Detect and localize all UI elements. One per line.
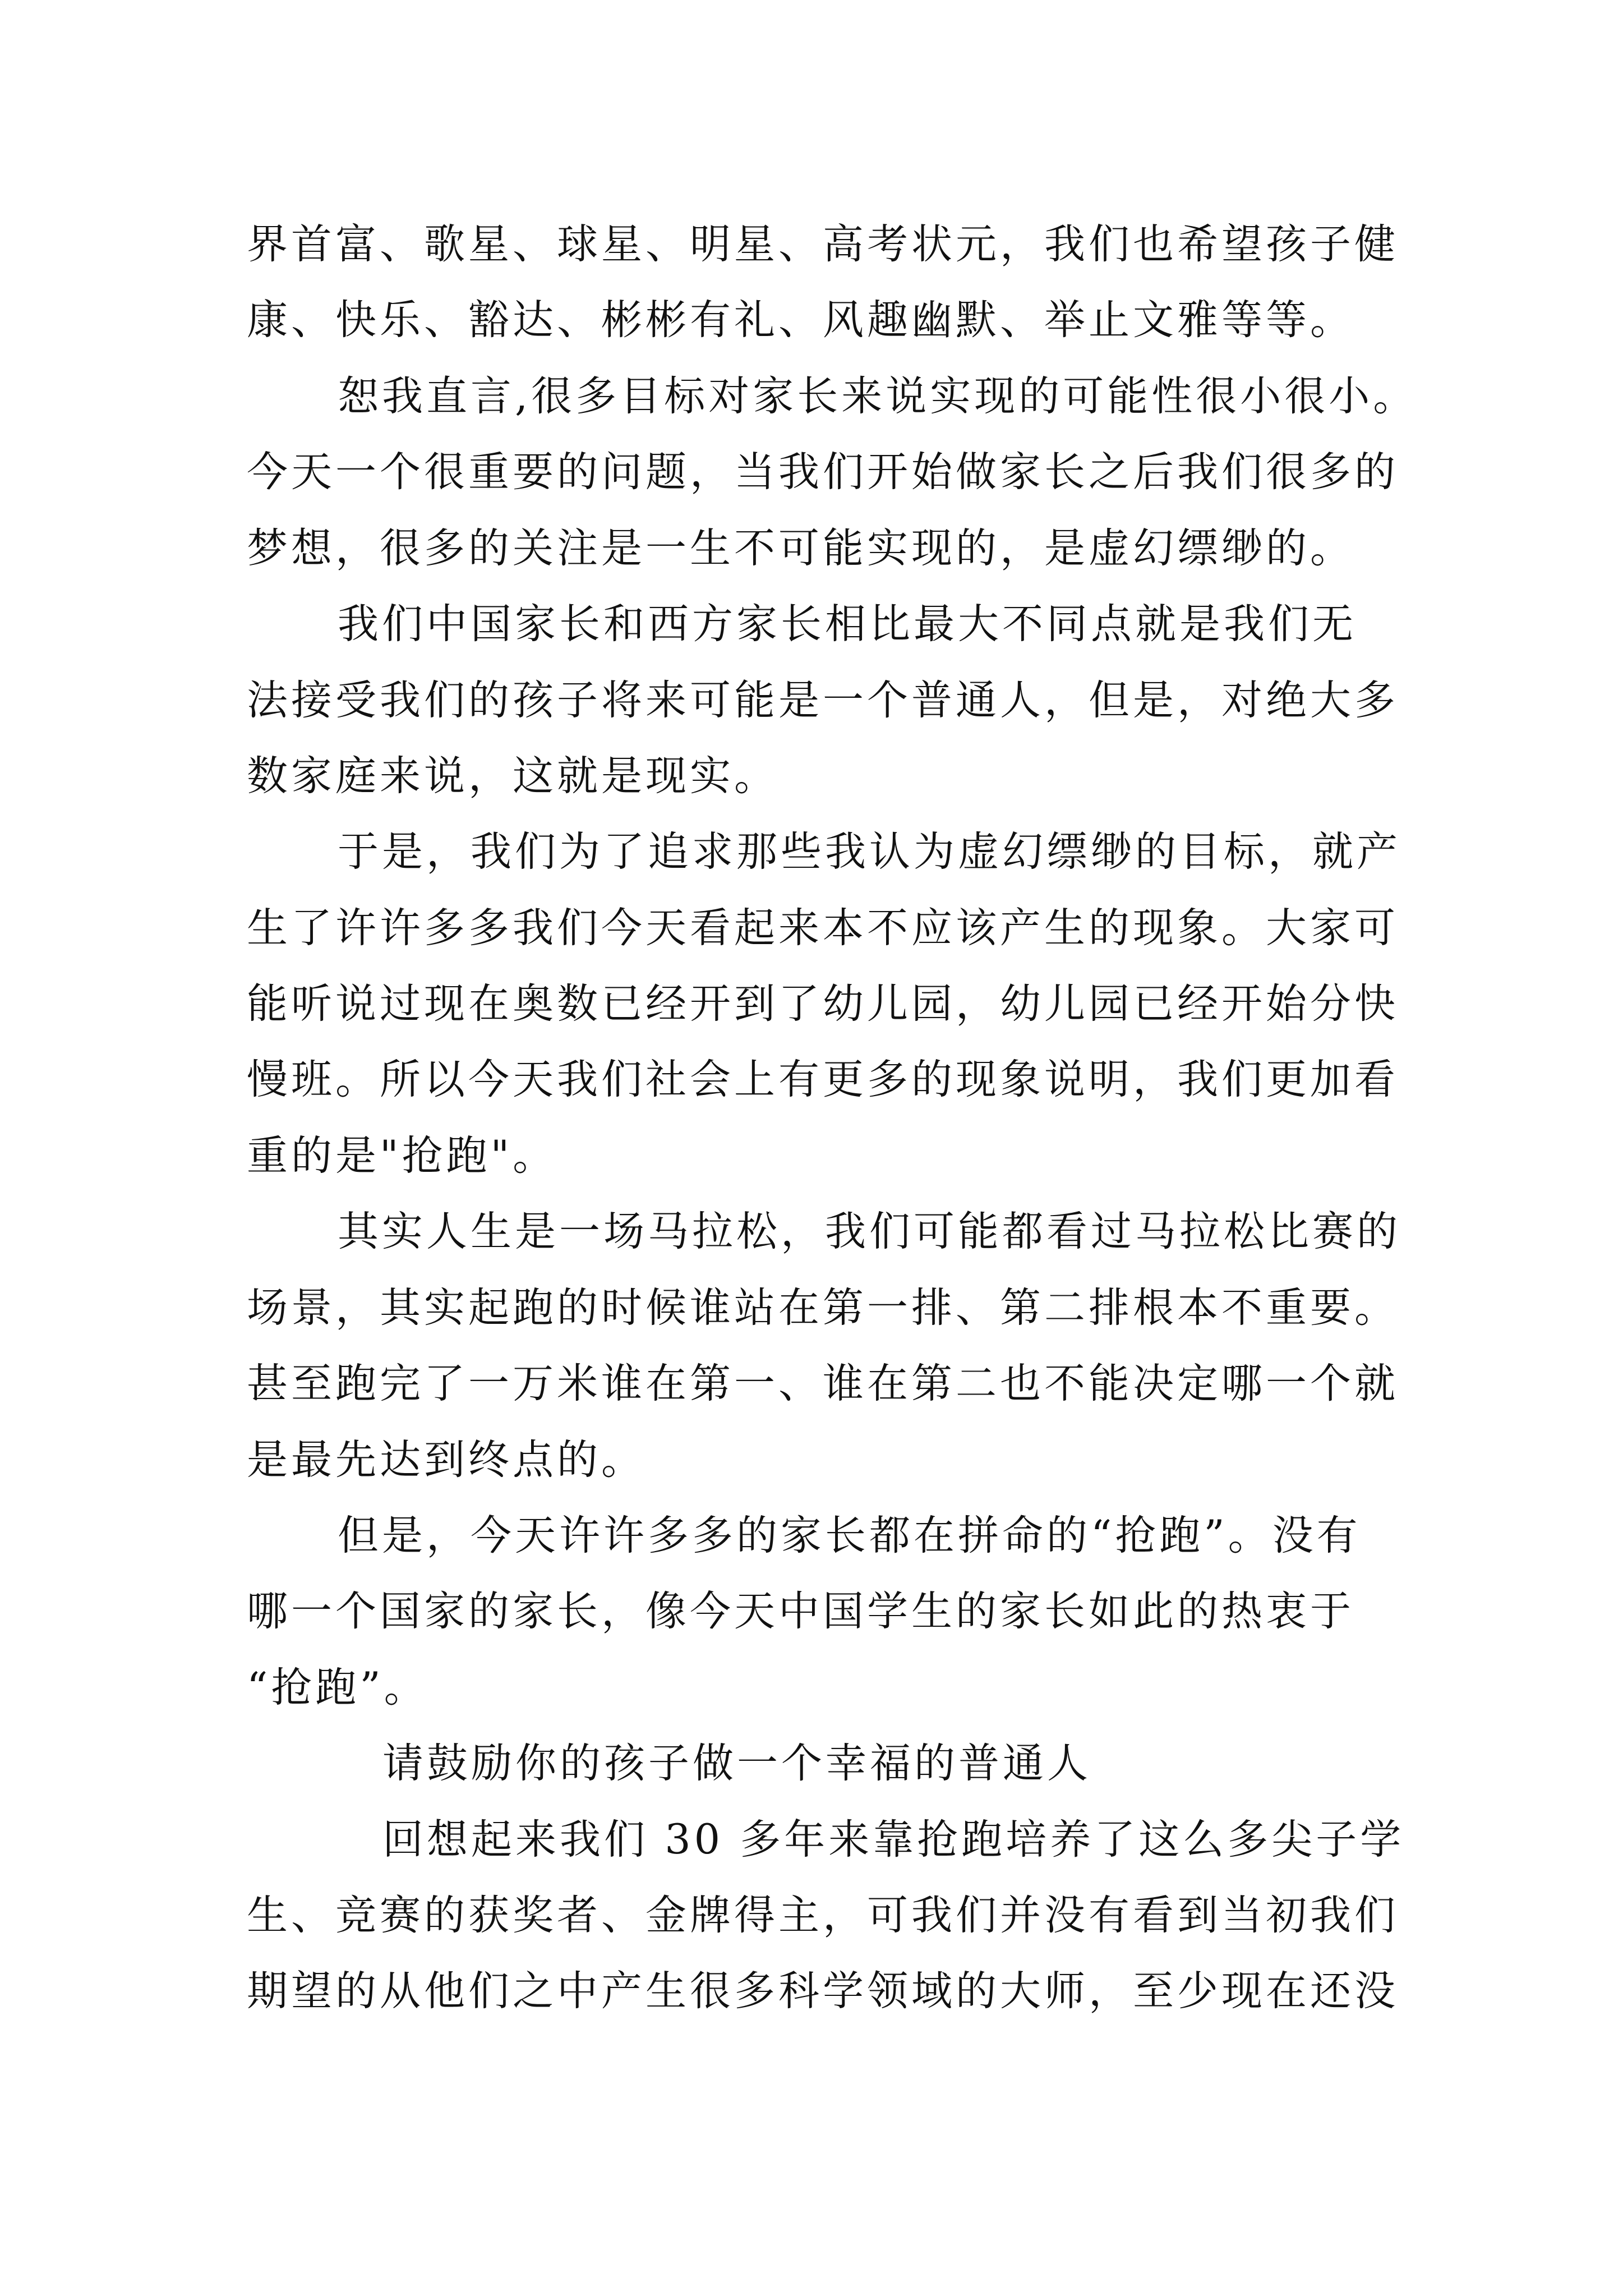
text-line: 但是，今天许许多多的家长都在拼命的“抢跑”。没有 [338,1512,1361,1559]
text-line: 生了许许多多我们今天看起来本不应该产生的现象。大家可 [247,904,1399,952]
text-line: 今天一个很重要的问题，当我们开始做家长之后我们很多的 [247,448,1399,496]
text-line: 哪一个国家的家长，像今天中国学生的家长如此的热衷于 [247,1588,1354,1635]
text-line: 法接受我们的孩子将来可能是一个普通人，但是，对绝大多 [247,677,1399,724]
text-line: 恕我直言,很多目标对家长来说实现的可能性很小很小。 [338,372,1418,420]
text-line: 慢班。所以今天我们社会上有更多的现象说明，我们更加看 [247,1056,1399,1103]
text-line: 数家庭来说，这就是现实。 [247,752,778,800]
text-line: 回想起来我们 30 多年来靠抢跑培养了这么多尖子学 [382,1816,1405,1864]
text-line: 期望的从他们之中产生很多科学领域的大师，至少现在还没 [247,1967,1399,2015]
text-line: 生、竞赛的获奖者、金牌得主，可我们并没有看到当初我们 [247,1892,1399,1939]
text-line: 我们中国家长和西方家长相比最大不同点就是我们无 [338,600,1357,648]
text-line: 界首富、歌星、球星、明星、高考状元，我们也希望孩子健 [247,220,1399,268]
text-line: 重的是"抢跑"。 [247,1132,557,1180]
text-line: 甚至跑完了一万米谁在第一、谁在第二也不能决定哪一个就 [247,1360,1399,1407]
text-line: 是最先达到终点的。 [247,1436,645,1484]
text-line: 康、快乐、豁达、彬彬有礼、风趣幽默、举止文雅等等。 [247,296,1354,344]
text-line: 梦想，很多的关注是一生不可能实现的，是虚幻缥缈的。 [247,524,1354,572]
section-heading: 请鼓励你的孩子做一个幸福的普通人 [382,1740,1091,1787]
text-line: 于是，我们为了追求那些我认为虚幻缥缈的目标，就产 [338,828,1401,876]
text-line: 能听说过现在奥数已经开到了幼儿园，幼儿园已经开始分快 [247,980,1399,1028]
text-line: 场景，其实起跑的时候谁站在第一排、第二排根本不重要。 [247,1284,1399,1332]
text-line: “抢跑”。 [247,1664,428,1711]
text-line: 其实人生是一场马拉松，我们可能都看过马拉松比赛的 [338,1208,1401,1255]
